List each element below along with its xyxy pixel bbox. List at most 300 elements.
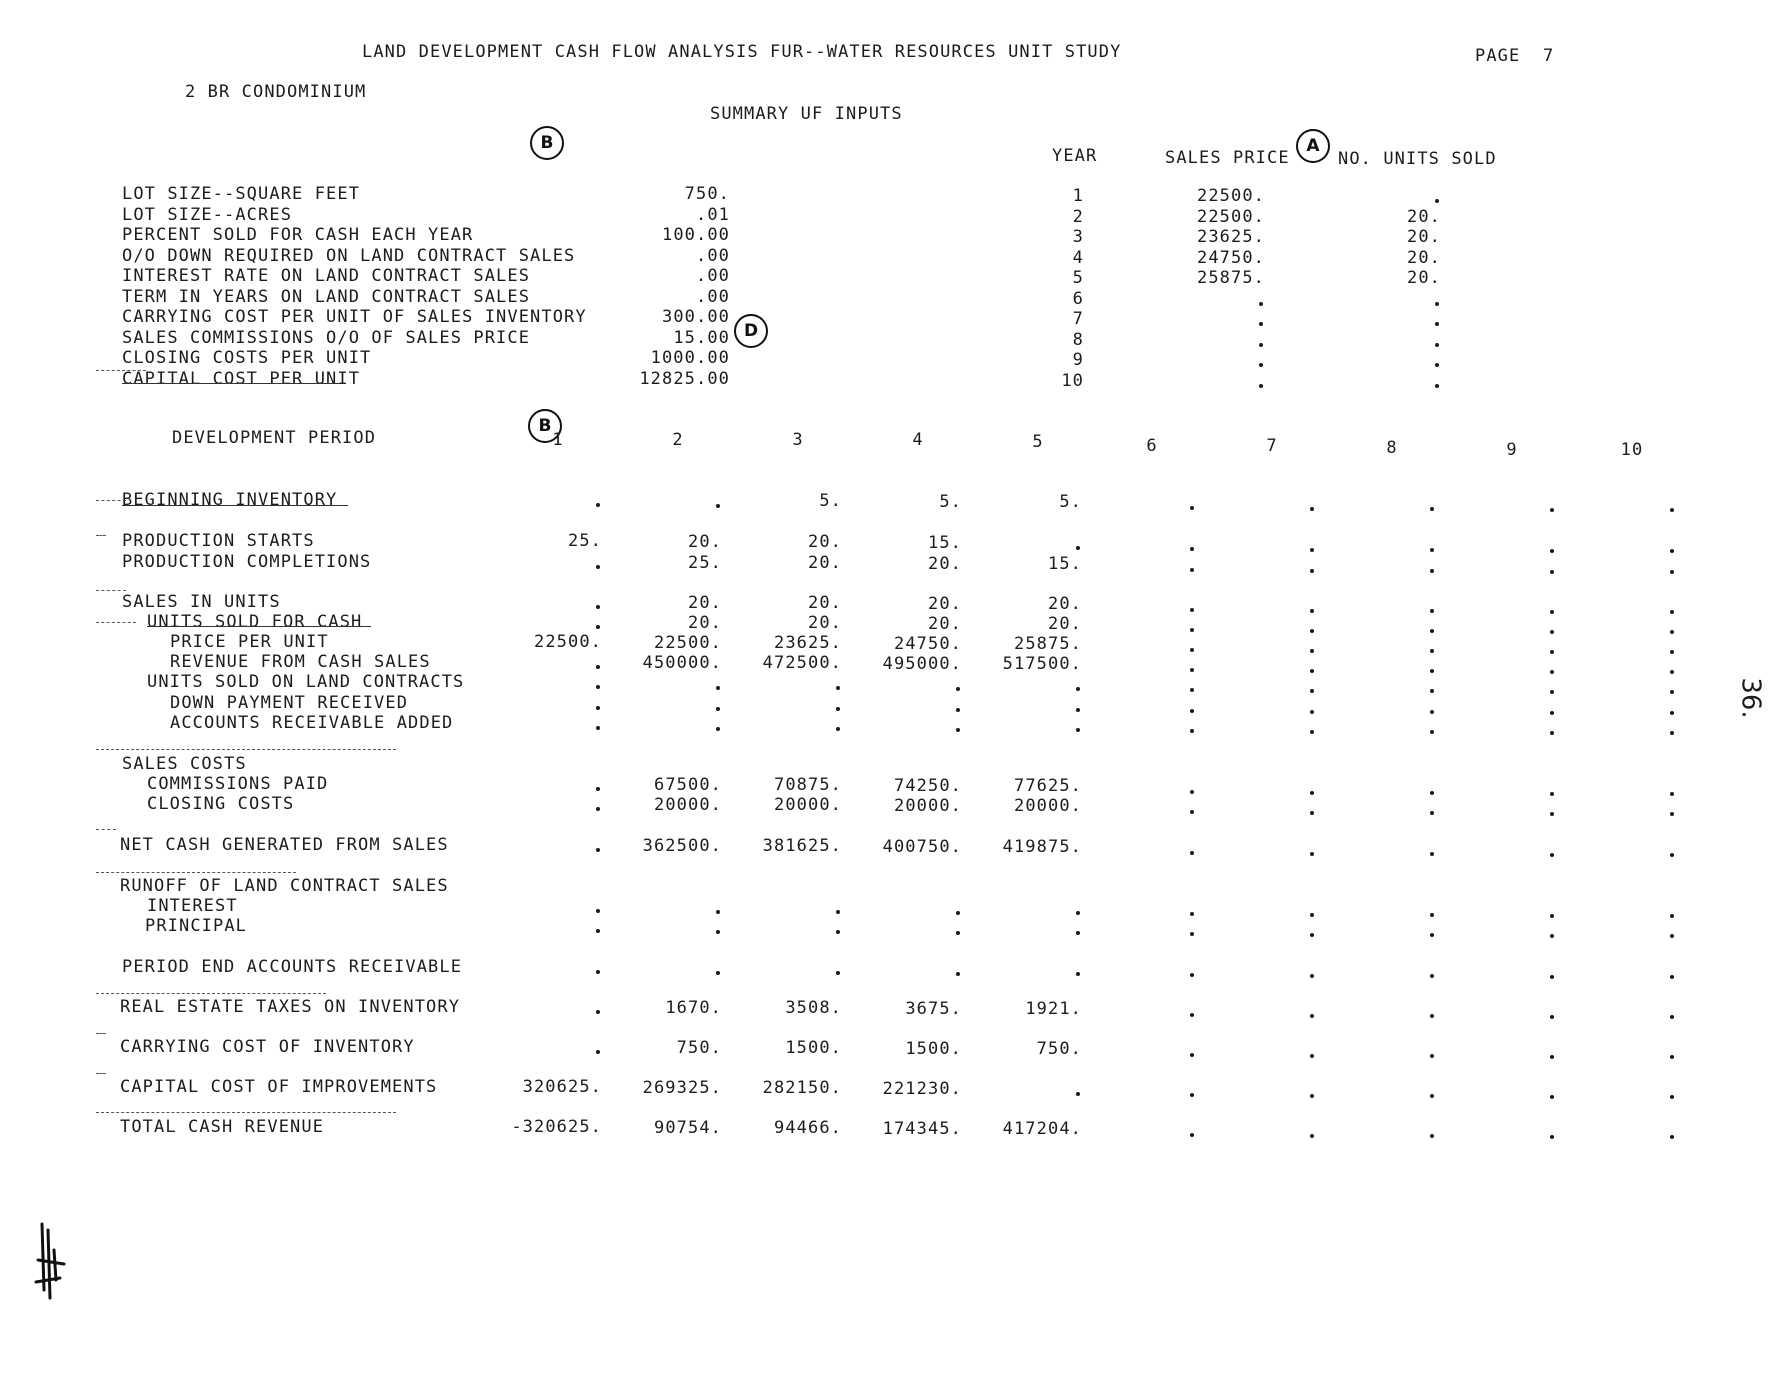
row-value-dot (1190, 547, 1194, 551)
period-column-header: 9 (1506, 440, 1518, 460)
row-value: 20. (927, 613, 962, 634)
row-value-dot (1550, 792, 1554, 796)
year-units-sold-dot (1435, 302, 1439, 306)
row-label: RUNOFF OF LAND CONTRACT SALES (120, 876, 449, 896)
row-value-dot (1430, 974, 1434, 978)
row-value-dot (1430, 791, 1434, 795)
row-value-dot (596, 503, 600, 507)
row-value-dot (1550, 711, 1554, 715)
row-value-dot (1670, 934, 1674, 938)
row-label: SALES COSTS (122, 754, 247, 774)
row-value: 1500. (905, 1038, 962, 1059)
printout-rule (96, 749, 396, 750)
printout-rule (96, 872, 296, 873)
row-value-dot (1670, 650, 1674, 654)
row-value: 269325. (642, 1077, 722, 1098)
row-value-dot (1190, 608, 1194, 612)
row-value-dot (1670, 731, 1674, 735)
row-label: REVENUE FROM CASH SALES (170, 652, 431, 672)
row-value-dot (1190, 668, 1194, 672)
year-units-sold-dot (1435, 363, 1439, 367)
year-units-sold: 20. (1406, 206, 1441, 227)
row-value-dot (1550, 1055, 1554, 1059)
row-value-dot (1310, 811, 1314, 815)
label-underline (147, 626, 371, 627)
row-label: PRICE PER UNIT (170, 632, 329, 652)
year-sales-price: 24750. (1196, 247, 1265, 268)
year-sales-price-dot (1259, 302, 1263, 306)
row-value-dot (1550, 610, 1554, 614)
row-value: 25. (567, 531, 602, 551)
row-value: 90754. (653, 1117, 722, 1138)
row-label: UNITS SOLD ON LAND CONTRACTS (147, 672, 465, 692)
row-value: 419875. (1002, 837, 1082, 858)
period-column-header: 1 (552, 430, 564, 450)
row-value-dot (1430, 710, 1434, 714)
row-value-dot (1076, 1092, 1080, 1096)
row-value: 20. (1047, 614, 1082, 635)
row-value: 15. (1047, 554, 1082, 575)
row-value: 20. (927, 593, 962, 614)
printout-rule (96, 370, 146, 371)
row-value-dot (1430, 669, 1434, 673)
page-label: PAGE 7 (1475, 46, 1555, 66)
row-value: 517500. (1002, 654, 1082, 675)
row-value-dot (1310, 548, 1314, 552)
side-page-number: 36. (1735, 677, 1766, 719)
row-value-dot (1310, 569, 1314, 573)
row-value-dot (716, 727, 720, 731)
row-value: 22500. (533, 632, 602, 652)
period-column-header: 5 (1032, 432, 1044, 452)
row-value: 472500. (762, 653, 842, 674)
row-value: 20. (807, 593, 842, 614)
year-sales-price: 25875. (1196, 268, 1265, 288)
report-subtitle: 2 BR CONDOMINIUM (185, 82, 367, 102)
row-value-dot (1310, 974, 1314, 978)
row-value: 417204. (1002, 1119, 1082, 1140)
row-value: -320625. (511, 1117, 602, 1137)
row-value-dot (1430, 1014, 1434, 1018)
row-value-dot (1670, 812, 1674, 816)
row-value-dot (1076, 546, 1080, 550)
row-value-dot (956, 728, 960, 732)
year-units-sold-dot (1435, 322, 1439, 326)
input-label: INTEREST RATE ON LAND CONTRACT SALES (122, 266, 531, 286)
row-value: 282150. (762, 1078, 842, 1099)
row-value: 5. (939, 491, 962, 512)
row-value-dot (1310, 933, 1314, 937)
row-value-dot (1190, 1013, 1194, 1017)
year-number: 6 (1072, 288, 1084, 309)
printout-rule (96, 500, 126, 501)
input-label: CAPITAL COST PER UNIT (122, 368, 361, 389)
row-label: PRINCIPAL (145, 916, 248, 936)
row-value: 400750. (882, 836, 962, 857)
row-value-dot (716, 707, 720, 711)
sales-price-header: SALES PRICE (1165, 148, 1290, 168)
row-value-dot (1076, 931, 1080, 935)
input-label: O/O DOWN REQUIRED ON LAND CONTRACT SALES (122, 245, 576, 266)
period-column-header: 4 (912, 430, 924, 450)
row-value-dot (596, 726, 600, 730)
row-value-dot (1430, 811, 1434, 815)
input-value: 100.00 (661, 225, 730, 245)
row-value-dot (1190, 973, 1194, 977)
row-value-dot (1550, 508, 1554, 512)
row-label: DOWN PAYMENT RECEIVED (170, 693, 409, 713)
input-value: .00 (695, 266, 730, 286)
row-value: 20000. (1013, 796, 1082, 817)
row-value-dot (1670, 610, 1674, 614)
year-units-sold: 20. (1406, 268, 1441, 288)
row-label: COMMISSIONS PAID (147, 774, 329, 794)
row-value-dot (836, 930, 840, 934)
row-value: 94466. (773, 1118, 842, 1139)
row-value: 20. (687, 612, 722, 633)
row-label: NET CASH GENERATED FROM SALES (120, 835, 449, 855)
row-label: UNITS SOLD FOR CASH (147, 612, 363, 632)
row-value-dot (716, 971, 720, 975)
row-value-dot (1190, 709, 1194, 713)
year-sales-price: 22500. (1196, 186, 1265, 206)
row-value: 20. (687, 592, 722, 613)
row-value-dot (1076, 911, 1080, 915)
row-value-dot (1550, 914, 1554, 918)
row-value-dot (1430, 569, 1434, 573)
row-value: 1670. (665, 997, 722, 1018)
year-units-sold-dot (1435, 343, 1439, 347)
row-value-dot (1550, 975, 1554, 979)
year-units-sold: 20. (1406, 247, 1441, 268)
row-value-dot (596, 929, 600, 933)
input-value: 300.00 (661, 307, 730, 327)
row-value: 74250. (893, 775, 962, 796)
row-value-dot (1550, 690, 1554, 694)
summary-title: SUMMARY UF INPUTS (710, 104, 903, 124)
input-value: .01 (695, 204, 730, 225)
row-value: 750. (676, 1037, 722, 1058)
row-value-dot (1310, 852, 1314, 856)
input-value: 750. (684, 184, 730, 204)
row-value-dot (1190, 628, 1194, 632)
row-value-dot (1310, 1134, 1314, 1138)
row-value-dot (1550, 549, 1554, 553)
row-value-dot (1310, 730, 1314, 734)
printout-rule (96, 1073, 106, 1074)
row-value-dot (1550, 670, 1554, 674)
row-value-dot (1430, 730, 1434, 734)
row-value-dot (1670, 1055, 1674, 1059)
printout-rule (96, 535, 106, 536)
input-value: .00 (695, 286, 730, 307)
year-units-sold-dot (1435, 199, 1439, 203)
row-value-dot (1310, 649, 1314, 653)
row-value-dot (1430, 507, 1434, 511)
row-label: REAL ESTATE TAXES ON INVENTORY (120, 997, 461, 1017)
row-value-dot (1670, 792, 1674, 796)
printout-rule (96, 590, 126, 591)
handwritten-mark (34, 1220, 74, 1300)
year-sales-price: 22500. (1196, 206, 1265, 227)
row-value-dot (1670, 853, 1674, 857)
row-value: 5. (819, 491, 842, 512)
row-value-dot (836, 910, 840, 914)
row-value-dot (716, 910, 720, 914)
row-value-dot (596, 706, 600, 710)
period-column-header: 7 (1266, 436, 1278, 456)
row-value-dot (1430, 852, 1434, 856)
row-value-dot (1550, 630, 1554, 634)
year-number: 8 (1072, 329, 1084, 350)
year-number: 1 (1072, 186, 1084, 206)
year-sales-price-dot (1259, 343, 1263, 347)
row-value: 381625. (762, 836, 842, 857)
row-value-dot (1190, 648, 1194, 652)
row-value: 20. (807, 553, 842, 574)
row-value: 67500. (653, 774, 722, 795)
row-value-dot (836, 727, 840, 731)
input-value: 12825.00 (639, 368, 730, 389)
row-label: PRODUCTION COMPLETIONS (122, 552, 372, 572)
row-value-dot (1190, 729, 1194, 733)
row-value-dot (1670, 1095, 1674, 1099)
row-value-dot (956, 972, 960, 976)
row-value: 15. (927, 532, 962, 553)
report-title: LAND DEVELOPMENT CASH FLOW ANALYSIS FUR--WATER RESOURCES UNIT STUDY (362, 42, 1122, 62)
row-value-dot (1190, 790, 1194, 794)
row-value: 3508. (785, 998, 842, 1019)
row-value-dot (1310, 791, 1314, 795)
input-label: LOT SIZE--SQUARE FEET (122, 184, 361, 204)
input-label: CLOSING COSTS PER UNIT (122, 348, 372, 368)
row-label: CLOSING COSTS (147, 794, 295, 814)
label-underline (122, 505, 348, 506)
row-value: 20000. (893, 795, 962, 816)
row-value-dot (1430, 548, 1434, 552)
printout-rule (96, 993, 326, 994)
annotation-b-period: B (528, 409, 562, 443)
annotation-b-top: B (530, 126, 564, 160)
year-sales-price-dot (1259, 384, 1263, 388)
input-label: PERCENT SOLD FOR CASH EACH YEAR (122, 225, 474, 245)
row-value: 362500. (642, 835, 722, 856)
input-label: LOT SIZE--ACRES (122, 204, 293, 225)
row-value: 221230. (882, 1078, 962, 1099)
row-value-dot (1430, 649, 1434, 653)
row-value: 1500. (785, 1038, 842, 1059)
row-value: 23625. (773, 633, 842, 654)
year-sales-price: 23625. (1196, 227, 1265, 247)
row-value-dot (1550, 1095, 1554, 1099)
row-value-dot (596, 685, 600, 689)
row-label: BEGINNING INVENTORY (122, 490, 338, 510)
row-value: 20000. (653, 794, 722, 815)
row-value: 20. (1047, 594, 1082, 615)
input-label: TERM IN YEARS ON LAND CONTRACT SALES (122, 286, 531, 307)
row-label: TOTAL CASH REVENUE (120, 1117, 325, 1137)
row-value: 24750. (893, 633, 962, 654)
row-value-dot (956, 931, 960, 935)
row-label: CAPITAL COST OF IMPROVEMENTS (120, 1077, 438, 1097)
input-value: 15.00 (673, 327, 730, 348)
row-value-dot (1550, 570, 1554, 574)
row-value-dot (1310, 629, 1314, 633)
row-value-dot (596, 970, 600, 974)
row-value-dot (1310, 669, 1314, 673)
row-value-dot (836, 707, 840, 711)
row-value-dot (1310, 1094, 1314, 1098)
row-label: PERIOD END ACCOUNTS RECEIVABLE (122, 957, 463, 977)
row-value-dot (1310, 1014, 1314, 1018)
year-sales-price-dot (1259, 322, 1263, 326)
row-value-dot (1310, 710, 1314, 714)
row-value: 20000. (773, 795, 842, 816)
row-value-dot (1550, 853, 1554, 857)
row-value-dot (1550, 934, 1554, 938)
year-number: 3 (1072, 227, 1084, 247)
row-label: CARRYING COST OF INVENTORY (120, 1037, 415, 1057)
row-value: 750. (1036, 1039, 1082, 1060)
row-value-dot (1190, 1133, 1194, 1137)
row-value-dot (1670, 914, 1674, 918)
row-value-dot (1670, 570, 1674, 574)
row-value: 174345. (882, 1118, 962, 1139)
row-value-dot (1550, 650, 1554, 654)
row-value-dot (1670, 670, 1674, 674)
year-sales-price-dot (1259, 363, 1263, 367)
row-value-dot (1670, 690, 1674, 694)
period-column-header: 6 (1146, 436, 1158, 456)
row-value-dot (716, 930, 720, 934)
row-value: 20. (807, 532, 842, 553)
row-value-dot (1670, 549, 1674, 553)
printout-rule (96, 622, 136, 623)
printout-rule (96, 1033, 106, 1034)
row-value: 20. (687, 531, 722, 552)
annotation-d: D (734, 314, 768, 348)
year-units-sold-dot (1435, 384, 1439, 388)
period-column-header: 2 (672, 430, 684, 450)
row-value: 25875. (1013, 634, 1082, 655)
annotation-a: A (1296, 129, 1330, 163)
year-number: 10 (1061, 370, 1084, 391)
row-value: 20. (807, 613, 842, 634)
row-value-dot (1430, 1054, 1434, 1058)
row-value-dot (1670, 975, 1674, 979)
row-value: 70875. (773, 775, 842, 796)
year-units-sold: 20. (1406, 227, 1441, 247)
row-label: INTEREST (147, 896, 238, 916)
input-value: .00 (695, 245, 730, 266)
period-column-header: 3 (792, 430, 804, 450)
year-number: 4 (1072, 247, 1084, 268)
row-value: 20. (927, 553, 962, 574)
row-value: 77625. (1013, 776, 1082, 797)
row-value-dot (1076, 708, 1080, 712)
row-value-dot (956, 708, 960, 712)
row-value-dot (1310, 609, 1314, 613)
row-value-dot (1190, 932, 1194, 936)
input-value: 1000.00 (650, 348, 730, 368)
row-value-dot (716, 686, 720, 690)
row-value-dot (1670, 1015, 1674, 1019)
row-label: PRODUCTION STARTS (122, 531, 315, 551)
row-value-dot (1076, 687, 1080, 691)
row-value-dot (1550, 1015, 1554, 1019)
row-value: 25. (687, 552, 722, 573)
row-value-dot (956, 911, 960, 915)
row-value-dot (1190, 1093, 1194, 1097)
printout-rule (96, 829, 116, 830)
row-value-dot (1190, 851, 1194, 855)
year-number: 9 (1072, 350, 1084, 370)
row-value-dot (1076, 728, 1080, 732)
row-value-dot (1550, 1135, 1554, 1139)
year-header: YEAR (1052, 146, 1098, 166)
row-value: 3675. (905, 998, 962, 1019)
row-value-dot (1076, 972, 1080, 976)
row-value: 5. (1059, 492, 1082, 513)
row-value-dot (956, 687, 960, 691)
row-value-dot (1550, 812, 1554, 816)
row-value-dot (1670, 711, 1674, 715)
label-underline (122, 383, 340, 384)
row-label: ACCOUNTS RECEIVABLE ADDED (170, 713, 454, 733)
row-value-dot (1430, 629, 1434, 633)
row-value-dot (1430, 913, 1434, 917)
row-value-dot (1430, 1094, 1434, 1098)
row-value-dot (1670, 1135, 1674, 1139)
year-number: 7 (1072, 309, 1084, 329)
row-value-dot (1430, 1134, 1434, 1138)
row-value-dot (1310, 689, 1314, 693)
input-label: CARRYING COST PER UNIT OF SALES INVENTORY (122, 307, 587, 327)
year-number: 2 (1072, 206, 1084, 227)
input-label: SALES COMMISSIONS O/O OF SALES PRICE (122, 327, 531, 348)
row-value: 1921. (1025, 999, 1082, 1020)
row-value-dot (1430, 689, 1434, 693)
row-value-dot (1190, 688, 1194, 692)
period-column-header: 10 (1620, 440, 1644, 460)
row-value-dot (1430, 609, 1434, 613)
row-value-dot (1310, 1054, 1314, 1058)
row-value-dot (596, 909, 600, 913)
development-period-label: DEVELOPMENT PERIOD (172, 428, 377, 448)
row-value: 22500. (653, 632, 722, 653)
row-value-dot (1430, 933, 1434, 937)
row-value: 495000. (882, 653, 962, 674)
row-label: SALES IN UNITS (122, 592, 281, 612)
row-value-dot (836, 686, 840, 690)
period-column-header: 8 (1386, 438, 1398, 458)
units-sold-header: NO. UNITS SOLD (1338, 149, 1497, 169)
row-value-dot (1670, 508, 1674, 512)
row-value-dot (1670, 630, 1674, 634)
row-value-dot (1190, 568, 1194, 572)
row-value-dot (1310, 913, 1314, 917)
row-value-dot (1190, 1053, 1194, 1057)
row-value-dot (1190, 912, 1194, 916)
row-value-dot (836, 971, 840, 975)
row-value-dot (1550, 731, 1554, 735)
row-value: 320625. (522, 1077, 602, 1097)
row-value: 450000. (642, 652, 722, 673)
printout-rule (96, 1112, 396, 1113)
year-number: 5 (1072, 268, 1084, 288)
row-value-dot (1190, 506, 1194, 510)
row-value-dot (1190, 810, 1194, 814)
